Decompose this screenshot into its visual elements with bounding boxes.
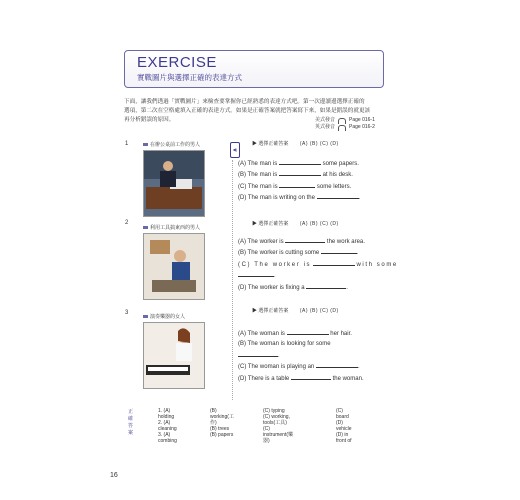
q3-blank-b[interactable]: [238, 350, 278, 357]
choose-label-1: 選擇正確答案: [258, 141, 289, 147]
q1-line-b-text: (B) The man is: [238, 172, 278, 179]
q3-line-d: [238, 373, 364, 384]
intro-line-1: 下面，讓我們透過「實戰圖片」來檢查要掌握你已經熟悉的表達方式吧。第一次邊讀邊選擇正確的: [124, 99, 365, 105]
q2-line-d-text: (D) The worker is fixing a: [238, 284, 305, 291]
q1-line-c-text: (C) The man is: [238, 183, 278, 190]
answer-key-label: 正確答案: [128, 409, 134, 436]
question-2-lines: [238, 236, 398, 293]
photo-label-2: [143, 224, 203, 231]
choose-row-2: [252, 220, 339, 227]
office-man-image: [144, 151, 204, 216]
q2-line-c: [238, 259, 398, 270]
q3-line-d-tail: the woman.: [332, 375, 364, 382]
question-3-lines: [238, 328, 364, 384]
q1-blank-d[interactable]: [317, 192, 361, 202]
answer-3-c: (C) instrument(樂器): [263, 426, 294, 444]
photo-label-text-2: 利用工具搞東西的男人: [150, 225, 201, 231]
answer-2-a: 2. (A) cleaning: [158, 420, 177, 432]
intro-line-3: 再分析錯誤的原因。: [124, 117, 175, 123]
q3-line-c-tail: .: [357, 364, 360, 371]
intro-line-2: 選項，第二次在空格處填入正確的表達方式。如果是正確答案就把答案寫下來，如果是錯誤的就更該: [124, 108, 371, 114]
page-number: 16: [110, 472, 118, 479]
answer-col-4: [336, 408, 352, 444]
label-tag-icon: [143, 315, 148, 318]
photo-label-text-3: 演奏樂器的女人: [150, 314, 186, 320]
q2-blank-a[interactable]: [285, 236, 325, 243]
audio-ref-uk-page: Page 016-2: [349, 124, 375, 130]
audio-ref-us: [315, 117, 375, 124]
q2-line-b-tail: .: [356, 250, 359, 257]
headphone-icon: [338, 118, 346, 124]
photo-label-3: [143, 313, 203, 320]
answer-col-3: [263, 408, 293, 444]
answer-2-d: (D) vehicle: [336, 420, 352, 432]
q3-line-c-text: (C) The woman is playing an: [238, 364, 315, 371]
worker-man-image: [144, 234, 204, 299]
q3-blank-d[interactable]: [291, 373, 331, 380]
answer-2-b: (B) trees: [210, 426, 230, 432]
arrow-icon: ▶: [252, 308, 258, 314]
choose-options-1[interactable]: (A) (B) (C) (D): [299, 141, 339, 147]
q1-line-a: [238, 158, 360, 169]
q1-blank-a[interactable]: [279, 158, 321, 165]
q2-line-c-text: (C) The worker is: [238, 261, 312, 268]
q3-line-b-cont: [238, 350, 364, 361]
q2-line-c-cont-tail: .: [274, 273, 276, 280]
q1-line-a-text: (A) The man is: [238, 161, 278, 167]
q2-blank-c[interactable]: [313, 259, 355, 266]
q1-line-b: [238, 169, 360, 180]
photo-worker-man: [143, 233, 205, 300]
q1-line-d-tail: .: [358, 195, 361, 202]
question-1-lines: [238, 158, 360, 204]
answer-1-c: (C) typing: [263, 408, 285, 414]
audio-ref-uk: [315, 124, 375, 131]
q3-line-b-cont-tail: .: [278, 352, 280, 359]
q1-line-c-tail: some letters.: [316, 183, 352, 190]
arrow-icon: ▶: [252, 221, 258, 227]
photo-label-1: [143, 141, 203, 148]
choose-row-3: [252, 307, 339, 314]
headphone-icon: [338, 125, 346, 131]
q2-line-c-cont: [238, 270, 398, 281]
divider-line: [232, 160, 233, 400]
q3-line-a: [238, 328, 364, 339]
q2-line-d-tail: .: [346, 284, 348, 291]
photo-label-text-1: 在辦公桌前工作的男人: [150, 142, 201, 148]
photo-piano-woman: [143, 322, 205, 389]
audio-ref-us-label: 美式發音: [315, 117, 336, 123]
q3-line-b: [238, 339, 364, 349]
q1-line-b-tail: at his desk.: [322, 172, 353, 179]
choose-options-2[interactable]: (A) (B) (C) (D): [299, 221, 339, 227]
q2-blank-c2[interactable]: [238, 270, 276, 280]
question-number-3: 3: [125, 310, 129, 316]
q3-blank-c[interactable]: [316, 361, 360, 371]
q2-line-b-text: (B) The worker is cutting some: [238, 250, 320, 257]
q2-line-a-text: (A) The worker is: [238, 239, 284, 245]
q2-line-a-tail: the work area.: [326, 239, 365, 245]
answer-1-a: 1. (A) holding: [158, 408, 175, 420]
q2-line-b: [238, 247, 398, 258]
exercise-title: EXERCISE: [137, 54, 217, 71]
exercise-header: [124, 50, 384, 88]
piano-woman-image: [144, 323, 204, 388]
q1-line-d-text: (D) The man is writing on the: [238, 195, 315, 202]
question-number-1: 1: [125, 141, 129, 147]
exercise-subtitle: 實戰圖片與選擇正確的表達方式: [137, 73, 242, 82]
q3-line-a-tail: her hair.: [330, 331, 352, 337]
answer-col-1: [158, 408, 177, 444]
q1-blank-c[interactable]: [279, 181, 315, 188]
label-tag-icon: [143, 226, 148, 229]
answer-col-2: [210, 408, 234, 438]
q3-line-b-text: (B) The woman is looking for some: [238, 341, 331, 348]
q2-line-a: [238, 236, 398, 247]
answer-3-d: (D) in front of: [336, 432, 352, 444]
q2-line-c-tail: with some: [356, 261, 398, 268]
choose-options-3[interactable]: (A) (B) (C) (D): [299, 308, 339, 314]
choose-label-3: 選擇正確答案: [258, 308, 289, 314]
arrow-icon: ▶: [252, 141, 258, 147]
audio-ref-us-page: Page 016-1: [349, 117, 375, 123]
q2-blank-d[interactable]: [306, 282, 346, 289]
q1-line-a-tail: some papers.: [322, 161, 359, 167]
choose-row-1: [252, 140, 339, 147]
q2-blank-b[interactable]: [321, 247, 359, 257]
choose-label-2: 選擇正確答案: [258, 221, 289, 227]
audio-references: [315, 117, 375, 131]
answer-1-d: (C) board: [336, 408, 349, 420]
question-number-2: 2: [125, 220, 129, 226]
answer-3-b: (B) papers: [210, 432, 234, 438]
q1-blank-b[interactable]: [279, 169, 321, 176]
speaker-icon[interactable]: ◀): [230, 142, 240, 158]
q2-line-d: [238, 282, 398, 293]
q3-blank-a[interactable]: [287, 328, 329, 335]
q3-line-c: [238, 361, 364, 372]
q3-line-d-text: (D) There is a table: [238, 375, 290, 382]
answer-3-a: 3. (A) combing: [158, 432, 177, 444]
audio-ref-uk-label: 英式發音: [315, 124, 336, 130]
q1-line-c: [238, 181, 360, 192]
q3-line-a-text: (A) The woman is: [238, 331, 285, 337]
q1-line-d: [238, 192, 360, 203]
answer-2-c: (C) working, tools(工具): [263, 414, 290, 426]
label-tag-icon: [143, 143, 148, 146]
answer-1-b: (B) working(工作): [210, 408, 234, 426]
photo-office-man: [143, 150, 205, 217]
